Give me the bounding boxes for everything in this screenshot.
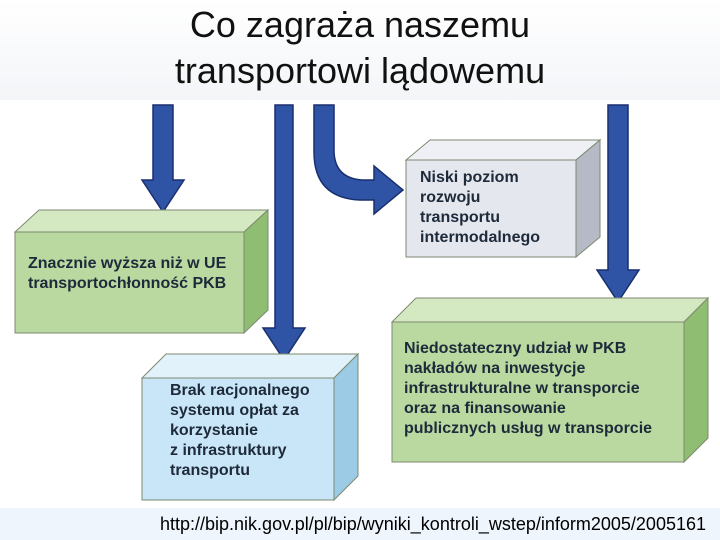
arrow-to-intermodal <box>314 105 403 214</box>
arrow-shape <box>597 105 639 302</box>
box-intermodal-text: Niski poziom rozwoju transportu intermodalnego <box>420 169 541 246</box>
footer-bar <box>0 508 720 540</box>
box-top-face <box>406 140 600 160</box>
box-fees-text: Brak racjonalnego systemu opłat za korzystanie z infrastruktury transportu <box>170 382 310 479</box>
box-top-face <box>15 210 268 232</box>
box-transport-intensity-text: Znacznie wyższa niż w UE transportochłonność PKB <box>28 255 227 292</box>
arrow-shape <box>142 105 184 212</box>
box-investment-text: Niedostateczny udział w PKB nakładów na inwestycje infrastrukturalne w transporcie oraz na finansowanie publicznych usług w transporcie <box>404 340 653 437</box>
arrow-shape <box>263 105 305 360</box>
arrow-to-transport-intensity <box>142 105 184 212</box>
box-side-face <box>334 354 358 500</box>
arrow-to-fee-system <box>263 105 305 360</box>
box-top-face <box>142 354 358 378</box>
arrow-to-investment <box>597 105 639 302</box>
source-link[interactable]: http://bip.nik.gov.pl/pl/bip/wyniki_kontroli_wstep/inform2005/2005161 <box>160 514 706 534</box>
title-line-1: Co zagraża naszemu <box>189 4 531 45</box>
box-side-face <box>684 298 708 462</box>
box-top-face <box>392 298 708 322</box>
arrow-shape <box>314 105 403 214</box>
box-side-face <box>576 140 600 257</box>
title-line-2: transportowi lądowemu <box>174 50 546 91</box>
box-side-face <box>244 210 268 333</box>
